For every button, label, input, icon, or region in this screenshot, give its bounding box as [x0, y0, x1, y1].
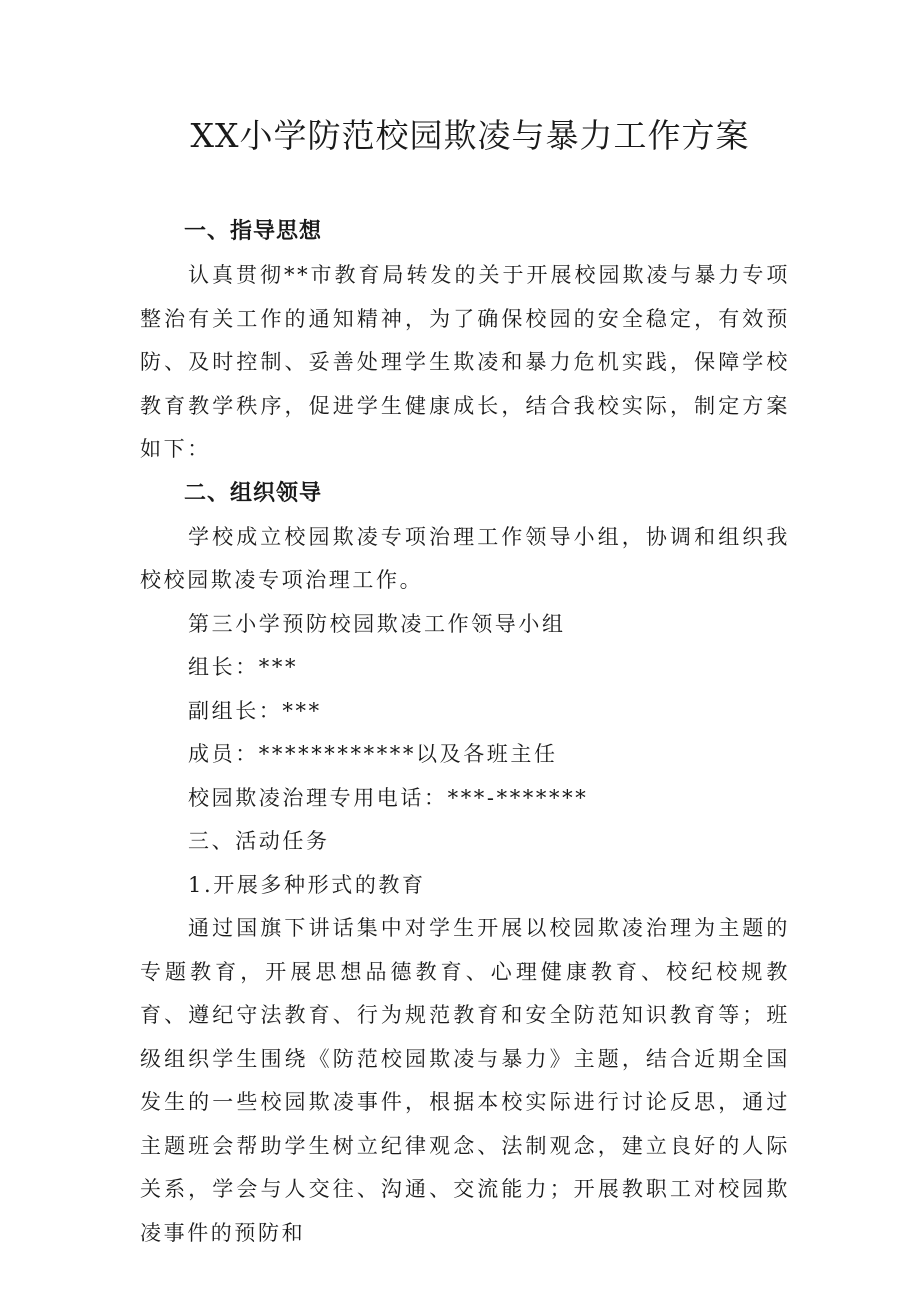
leadership-group-name: 第三小学预防校园欺凌工作领导小组 — [188, 611, 566, 636]
hotline-number: 校园欺凌治理专用电话：***-******* — [188, 785, 589, 810]
document-body — [140, 108, 790, 1255]
subheading-education: 1.开展多种形式的教育 — [188, 872, 426, 897]
deputy-group-leader: 副组长：*** — [188, 698, 322, 723]
section-heading-activity-tasks: 三、活动任务 — [188, 829, 330, 853]
section-heading-organization: 二、组织领导 — [184, 480, 323, 506]
document-title: XX小学防范校园欺凌与暴力工作方案 — [190, 116, 750, 155]
paragraph-guiding-ideology: 认真贯彻**市教育局转发的关于开展校园欺凌与暴力专项整治有关工作的通知精神，为了确保校园的安全稳定，有效预防、及时控制、妥善处理学生欺凌和暴力危机实践，保障学校教育教学秩序，促进学生健康成长，结合我校实际，制定方案如下： — [140, 263, 790, 461]
group-leader: 组长：*** — [188, 655, 299, 679]
section-heading-guiding-ideology: 一、指导思想 — [184, 219, 323, 244]
paragraph-education: 通过国旗下讲话集中对学生开展以校园欺凌治理为主题的专题教育，开展思想品德教育、心理健康教育、校纪校规教育、遵纪守法教育、行为规范教育和安全防范知识教育等；班级组织学生围绕《防范校园欺凌与暴力》主题，结合近期全国发生的一些校园欺凌事件，根据本校实际进行讨论反思，通过主题班会帮助学生树立纪律观念、法制观念，建立良好的人际关系，学会与人交往、沟通、交流能力；开展教职工对校园欺凌事件的预防和 — [140, 916, 790, 1245]
paragraph-organization: 学校成立校园欺凌专项治理工作领导小组，协调和组织我校校园欺凌专项治理工作。 — [140, 524, 790, 592]
group-members: 成员：************以及各班主任 — [188, 742, 558, 766]
